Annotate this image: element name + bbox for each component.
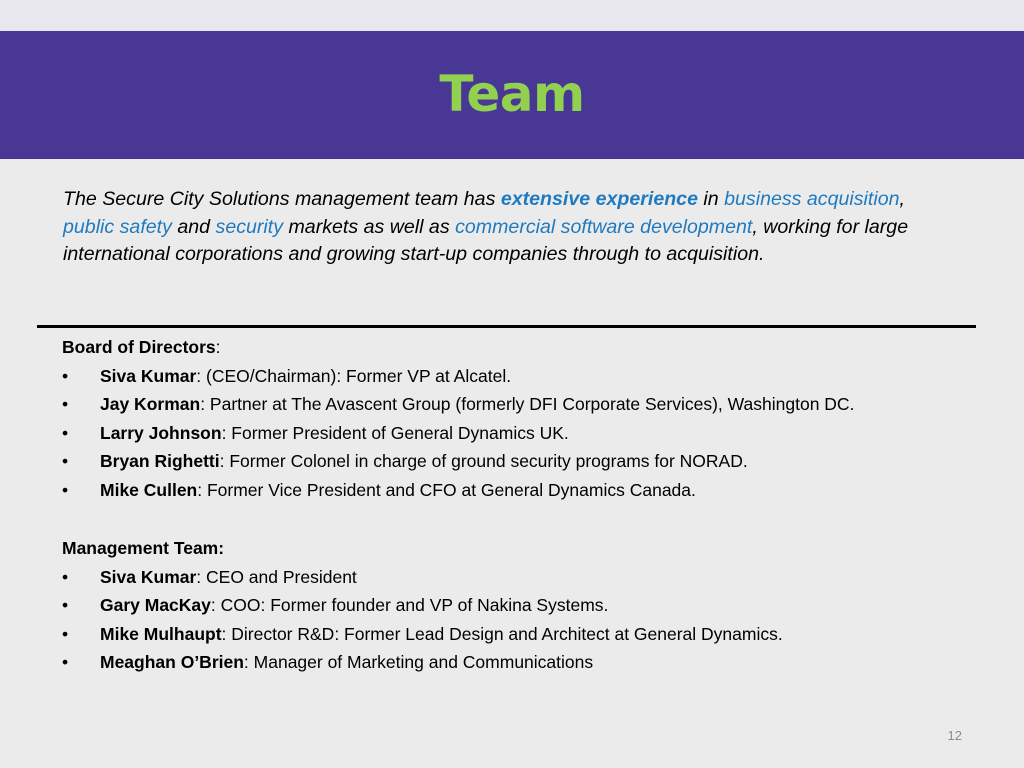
member-name: Mike Cullen — [100, 479, 198, 500]
slide-title: Team — [439, 65, 585, 123]
list-item — [62, 591, 1002, 620]
member-detail: : (CEO/Chairman): Former VP at Alcatel. — [196, 365, 512, 386]
bullet: • — [62, 623, 69, 644]
member-name: Siva Kumar — [100, 365, 197, 386]
page-number: 12 — [947, 728, 962, 743]
intro-text-5: markets as well as — [283, 215, 456, 238]
intro-text-6: , working for large international corporations and growing start-up companies through to acquisition. — [63, 215, 909, 265]
list-item — [62, 563, 1002, 592]
intro-text-1: The Secure City Solutions management team has — [63, 188, 501, 210]
list-item — [62, 390, 1002, 419]
bullet: • — [62, 595, 69, 616]
list-item — [62, 648, 1002, 677]
intro-text-3: , — [899, 188, 905, 210]
member-detail: : Partner at The Avascent Group (formerly DFI Corporate Services), Washington DC. — [200, 394, 855, 415]
member-name: Bryan Righetti — [100, 451, 220, 472]
bullet: • — [62, 365, 69, 386]
bullet: • — [62, 422, 69, 443]
member-name: Jay Korman — [100, 394, 201, 415]
list-item — [62, 447, 1002, 476]
intro-highlight-public-safety: public safety — [63, 215, 172, 238]
divider-rule — [37, 325, 976, 328]
board-heading-colon: : — [215, 337, 221, 357]
board-heading — [62, 333, 1002, 362]
board-heading-label: Board of Directors — [62, 337, 216, 357]
member-detail: : Former President of General Dynamics UK. — [221, 422, 569, 443]
member-detail: : CEO and President — [196, 566, 357, 587]
member-name: Siva Kumar — [100, 566, 197, 587]
member-name: Gary MacKay — [100, 595, 211, 616]
intro-emphasis: extensive experience — [500, 188, 698, 210]
member-name: Meaghan O’Brien — [100, 652, 244, 673]
member-detail: : Manager of Marketing and Communications — [243, 652, 594, 673]
intro-paragraph — [63, 186, 943, 269]
list-item — [62, 620, 1002, 649]
bullet: • — [62, 652, 69, 673]
bullet: • — [62, 394, 69, 415]
member-detail: : Former Colonel in charge of ground security programs for NORAD. — [219, 451, 748, 472]
bullet: • — [62, 451, 69, 472]
management-section — [62, 534, 1002, 677]
intro-text-2: in — [697, 188, 725, 210]
list-item — [62, 476, 1002, 505]
member-detail: : Director R&D: Former Lead Design and Architect at General Dynamics. — [221, 623, 783, 644]
list-item — [62, 362, 1002, 391]
slide-body — [0, 159, 1024, 768]
list-item — [62, 419, 1002, 448]
member-name: Larry Johnson — [100, 422, 222, 443]
top-strip — [0, 0, 1024, 31]
title-band — [0, 31, 1024, 159]
management-list — [62, 563, 1002, 677]
member-detail: : Former Vice President and CFO at General Dynamics Canada. — [197, 479, 696, 500]
management-heading: Management Team: — [62, 538, 225, 558]
bullet: • — [62, 566, 69, 587]
intro-highlight-security: security — [215, 215, 284, 238]
member-detail: : COO: Former founder and VP of Nakina Systems. — [210, 595, 609, 616]
member-name: Mike Mulhaupt — [100, 623, 222, 644]
board-section — [62, 333, 1002, 505]
intro-highlight-business-acquisition: business acquisition — [724, 188, 900, 210]
bullet: • — [62, 479, 69, 500]
intro-text-4: and — [171, 215, 216, 238]
intro-highlight-commercial-software: commercial software development — [455, 215, 753, 238]
board-list — [62, 362, 1002, 505]
